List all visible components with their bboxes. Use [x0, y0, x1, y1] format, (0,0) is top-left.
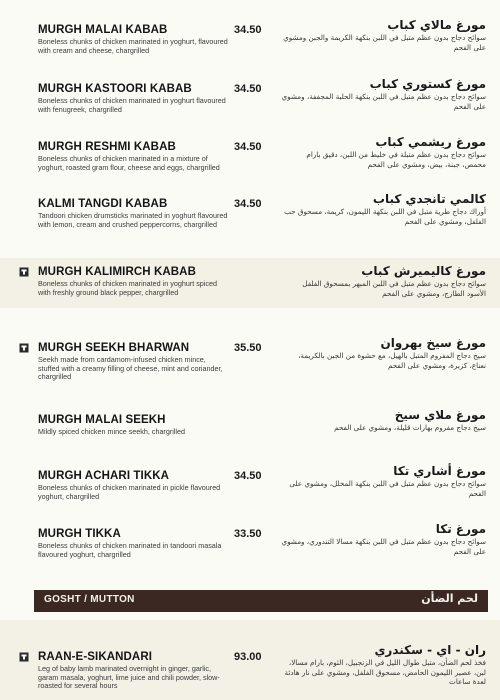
item-description-arabic: فخذ لحم الضأن، متبل طوال الليل في الزنجبيل، الثوم، بارام مسالا، لبن، عصير الليمون الحامض، مسحوق الفلفل، ومشوي على نار هادئة لعدة ساعات — [284, 658, 486, 686]
item-name: MURGH MALAI SEEKH — [38, 414, 166, 426]
item-name-arabic: ران - اي - سكندري — [374, 643, 486, 657]
item-description: Boneless chunks of chicken marinated in a mixture of yoghurt, roasted gram flour, cheese and eggs, chargrilled — [38, 154, 220, 172]
item-name-arabic: مورغ كاليميرش كباب — [361, 264, 486, 278]
item-name: MURGH SEEKH BHARWAN — [38, 342, 190, 354]
item-description: Boneless chunks of chicken marinated in pickle flavoured yoghurt, chargrilled — [38, 483, 221, 501]
item-name-arabic: مورغ مالاي كباب — [387, 18, 486, 32]
item-description-arabic: سيخ دجاج مفروم بهارات قليلة، ومشوي على الفحم — [334, 423, 486, 432]
signature-dish-icon — [19, 343, 29, 353]
signature-dish-icon — [19, 267, 29, 277]
item-price: 33.50 — [234, 528, 262, 540]
item-name: MURGH RESHMI KABAB — [38, 141, 176, 153]
item-name-arabic: مورغ تكا — [435, 522, 486, 536]
item-name: KALMI TANGDI KABAB — [38, 198, 168, 210]
item-description-arabic: سوائح دجاج بدون عظم متبل في اللبن بنكهة الكريمة والجبن ومشوي على الفحم — [283, 33, 486, 52]
item-description-arabic: سوائح دجاج بدون عظم متبل في اللبن بنكهة المخلل، ومشوي على الفحم — [289, 479, 486, 498]
item-description-arabic: سوائح دجاج بدون عظم متبل في اللبن المبهر بمسحوق الفلفل الأسود الطازج، ومشوي على الفحم — [302, 279, 486, 298]
item-description-arabic: سوائح دجاج بدون عظم متبل في اللبن بنكهة الحلبة المجففة، ومشوي على الفحم — [281, 92, 486, 111]
item-name-arabic: مورغ ريشمي كباب — [375, 135, 486, 149]
item-description: Tandoori chicken drumsticks marinated in yoghurt flavoured with lemon, cream and crushed peppercorns, chargrilled — [38, 211, 228, 229]
item-name: MURGH KASTOORI KABAB — [38, 83, 192, 95]
item-description: Seekh made from cardamom-infused chicken mince, stuffed with a creamy filling of cheese, mint and coriander, chargrilled — [38, 355, 223, 382]
item-price: 34.50 — [234, 83, 262, 95]
item-name-arabic: مورغ سيخ بهروان — [380, 336, 486, 350]
item-name: MURGH ACHARI TIKKA — [38, 470, 170, 482]
signature-dish-icon — [19, 652, 29, 662]
item-description-arabic: سوائح دجاج بدون عظم متبل في اللبن بنكهة مسالا التندوري، ومشوي على الفحم — [281, 537, 486, 556]
item-description: Boneless chunks of chicken marinated in yoghurt, flavoured with cream and cheese, chargrilled — [38, 37, 228, 55]
item-name-arabic: مورغ ملاي سيخ — [394, 408, 486, 422]
item-price: 34.50 — [234, 470, 262, 482]
item-name: MURGH TIKKA — [38, 528, 121, 540]
section-title-arabic: لحم الضأن — [421, 592, 478, 605]
item-description-arabic: أوراك دجاج طرية متبل في اللبن بنكهة الليمون، كريمة، مسحوق حب الفلفل، ومشوي على الفحم — [284, 207, 486, 226]
item-description: Boneless chunks of chicken marinated in yoghurt spiced with freshly ground black pepper, chargrilled — [38, 279, 217, 297]
item-name: RAAN-E-SIKANDARI — [38, 651, 153, 663]
item-price: 35.50 — [234, 342, 262, 354]
item-name-arabic: مورغ كستوري كباب — [369, 77, 486, 91]
item-name-arabic: مورغ أشاري تكا — [393, 464, 486, 478]
item-description: Leg of baby lamb marinated overnight in ginger, garlic, garam masala, yoghurt, lime juice and chili powder, slow-roasted for several hours — [38, 664, 220, 691]
item-price: 34.50 — [234, 141, 262, 153]
item-description-arabic: سيخ دجاج المفروم المتبل بالهيل، مع حشوة من الجبن بالكريمة، نعناع، كزبرة، ومشوي على الفحم — [298, 351, 486, 370]
item-price: 34.50 — [234, 24, 262, 36]
item-description: Boneless chunks of chicken marinated in yoghurt flavoured with fenugreek, chargrilled — [38, 96, 226, 114]
item-name-arabic: كالمي تانجدي كباب — [372, 192, 486, 206]
item-description: Mildly spiced chicken mince seekh, chargrilled — [38, 427, 186, 436]
item-price: 93.00 — [234, 651, 262, 663]
item-name: MURGH KALIMIRCH KABAB — [38, 266, 196, 278]
item-description-arabic: سوائح دجاج بدون عظم متبلة في خليط من اللبن، دقيق بارام محمص، جبنة، بيض، ومشوي على الفحم — [306, 150, 486, 169]
item-price: 34.50 — [234, 198, 262, 210]
section-title: GOSHT / MUTTON — [44, 594, 135, 605]
item-name: MURGH MALAI KABAB — [38, 24, 168, 36]
item-description: Boneless chunks of chicken marinated in tandoori masala flavoured yoghurt, chargrilled — [38, 541, 222, 559]
